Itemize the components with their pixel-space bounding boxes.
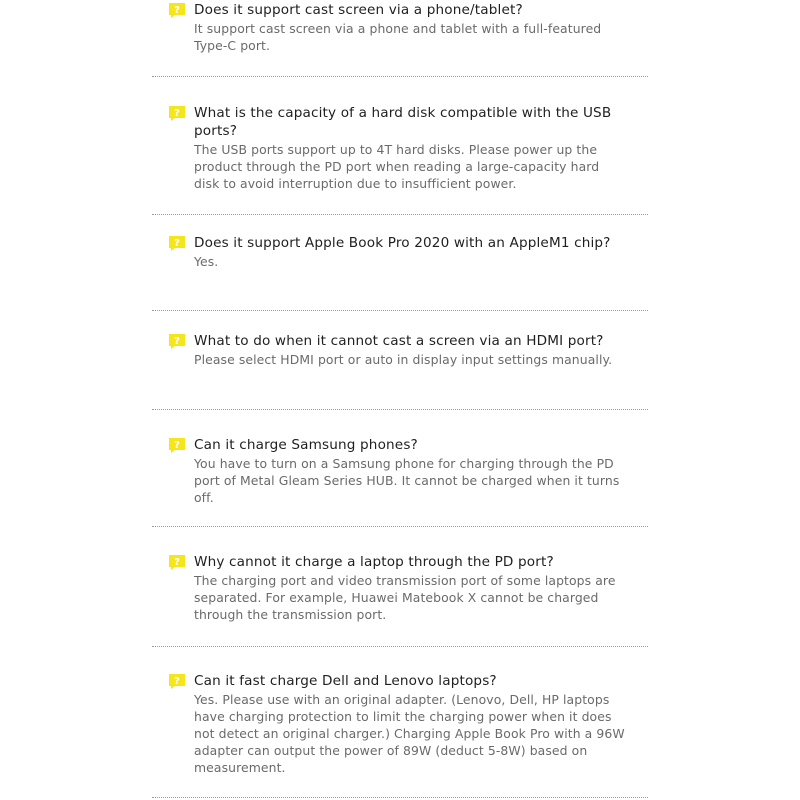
dotted-divider [152, 797, 648, 798]
svg-text:?: ? [174, 557, 180, 568]
question-row [168, 436, 628, 454]
question-text: Can it charge Samsung phones? [194, 437, 418, 453]
answer-text: You have to turn on a Samsung phone for charging through the PD port of Metal Gleam Series HUB. It cannot be charged when it turns off. [194, 456, 620, 505]
question-bubble-icon [168, 105, 186, 122]
answer-text: Yes. Please use with an original adapter. (Lenovo, Dell, HP laptops have charging protection to limit the charging power when it does not detect an original charger.) Charging Apple Book Pro with a 96W adapter can output the power of 89W (deduct 5-8W) based on measurement. [194, 692, 625, 775]
question-text: Does it support cast screen via a phone/tablet? [194, 2, 523, 18]
question-bubble-icon [168, 2, 186, 19]
question-row [168, 553, 628, 571]
question-text: Can it fast charge Dell and Lenovo laptops? [194, 673, 497, 689]
answer-text: The charging port and video transmission port of some laptops are separated. For example, Huawei Matebook X cannot be charged through the transmission port. [194, 573, 616, 622]
question-row [168, 1, 628, 19]
svg-text:?: ? [174, 5, 180, 16]
dotted-divider [152, 310, 648, 311]
svg-text:?: ? [174, 676, 180, 687]
question-text: Does it support Apple Book Pro 2020 with an AppleM1 chip? [194, 235, 611, 251]
faq-item [168, 553, 628, 623]
answer-text: Yes. [194, 254, 219, 269]
question-text: What to do when it cannot cast a screen via an HDMI port? [194, 333, 604, 349]
dotted-divider [152, 214, 648, 215]
dotted-divider [152, 76, 648, 77]
faq-item [168, 436, 628, 506]
question-row [168, 672, 628, 690]
faq-item [168, 672, 628, 776]
question-bubble-icon [168, 554, 186, 571]
faq-item [168, 234, 628, 270]
question-bubble-icon [168, 673, 186, 690]
answer-text: It support cast screen via a phone and tablet with a full-featured Type-C port. [194, 21, 602, 53]
dotted-divider [152, 646, 648, 647]
answer-text: The USB ports support up to 4T hard disks. Please power up the product through the PD port when reading a large-capacity hard disk to avoid interruption due to insufficient power. [194, 142, 600, 191]
svg-text:?: ? [174, 336, 180, 347]
svg-text:?: ? [174, 108, 180, 119]
dotted-divider [152, 409, 648, 410]
faq-item [168, 1, 628, 54]
question-text: Why cannot it charge a laptop through the PD port? [194, 554, 554, 570]
question-bubble-icon [168, 333, 186, 350]
question-text: What is the capacity of a hard disk compatible with the USB ports? [194, 105, 612, 139]
question-row [168, 332, 628, 350]
faq-item [168, 332, 628, 368]
dotted-divider [152, 526, 648, 527]
svg-text:?: ? [174, 238, 180, 249]
answer-text: Please select HDMI port or auto in display input settings manually. [194, 352, 613, 367]
question-bubble-icon [168, 437, 186, 454]
svg-text:?: ? [174, 440, 180, 451]
question-row [168, 104, 628, 140]
question-row [168, 234, 628, 252]
faq-item [168, 104, 628, 192]
question-bubble-icon [168, 235, 186, 252]
